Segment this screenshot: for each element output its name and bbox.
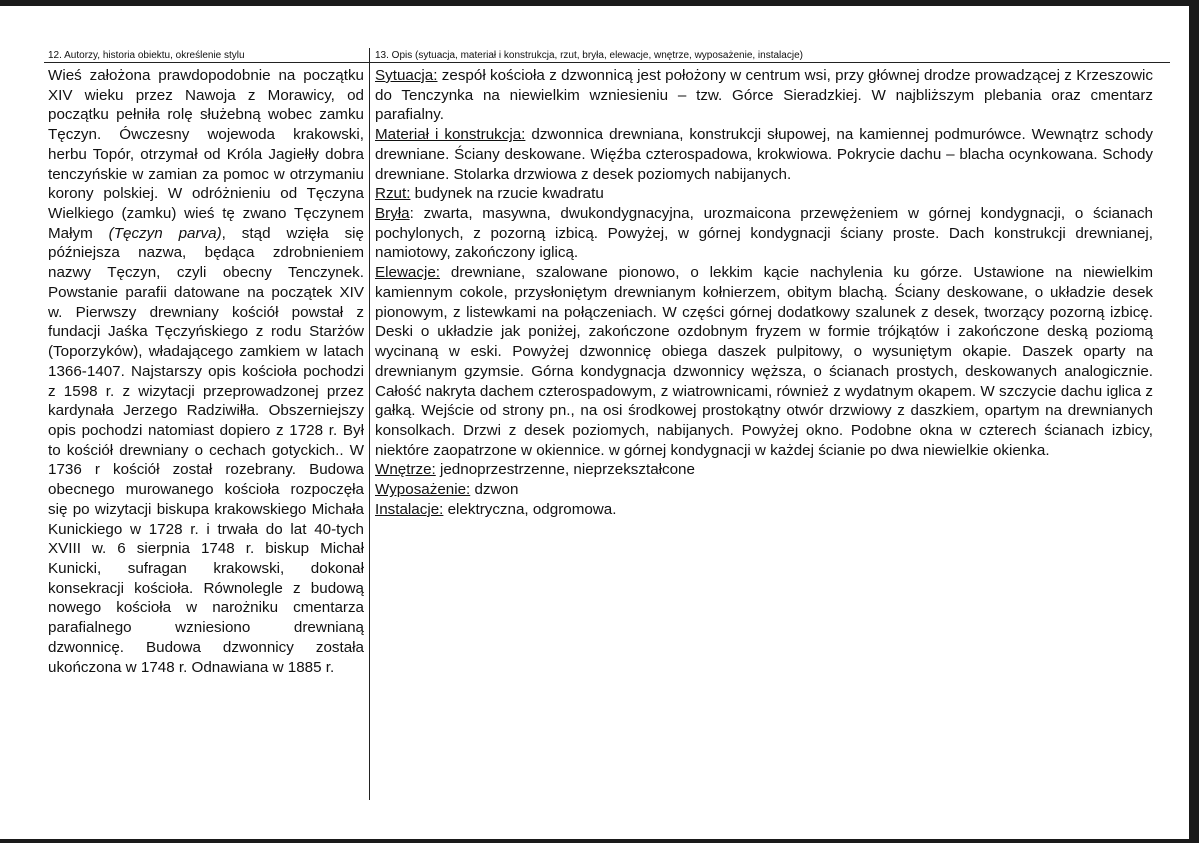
- column-divider: [369, 48, 370, 800]
- wnetrze-label: Wnętrze:: [375, 461, 436, 479]
- material-label: Materiał i konstrukcja:: [375, 126, 526, 144]
- section-material: [375, 125, 1153, 184]
- elewacje-label: Elewacje:: [375, 264, 440, 282]
- sytuacja-text: zespół kościoła z dzwonnicą jest położony w centrum wsi, przy głównej drodze prowadzącej z Krzeszowic do Tenczynka na niewielkim wzniesieniu – tzw. Górce Sieradzkiej. W najbliższym plebania oraz cmentarz parafialny.: [375, 67, 1153, 124]
- section-12-header: 12. Autorzy, historia obiektu, określenie stylu: [48, 50, 245, 61]
- section-wyposazenie: [375, 480, 1153, 500]
- instalacje-label: Instalacje:: [375, 500, 444, 518]
- section-instalacje: [375, 500, 1153, 520]
- section-sytuacja: [375, 66, 1153, 125]
- section-elewacje: [375, 263, 1153, 460]
- description-column: [375, 66, 1153, 520]
- rzut-text: budynek na rzucie kwadratu: [410, 185, 604, 203]
- history-column: [48, 66, 364, 677]
- section-13-header: 13. Opis (sytuacja, materiał i konstrukcja, rzut, bryła, elewacje, wnętrze, wyposażenie, instalacje): [375, 50, 803, 61]
- history-text: [48, 66, 364, 677]
- bryla-label: Bryła: [375, 205, 410, 223]
- scan-frame-top: [0, 0, 1199, 6]
- wnetrze-text: jednoprzestrzenne, nieprzekształcone: [435, 461, 695, 479]
- wyposazenie-label: Wyposażenie:: [375, 481, 471, 499]
- wyposazenie-text: dzwon: [470, 481, 519, 499]
- instalacje-text: elektryczna, odgromowa.: [443, 500, 617, 518]
- scan-frame-bottom: [0, 839, 1199, 843]
- history-text-part2: , stąd wzięła się późniejsza nazwa, będąca zdrobnieniem nazwy Tęczyn, czyli obecny Tenczynek. Powstanie parafii datowane na początek XIV w. Pierwszy drewniany kościół powstał z fundacji Jaśka Tęczyńskiego z rodu Starżów (Toporzyków), władającego zamkiem w latach 1366-1407. Najstarszy opis kościoła pochodzi z 1598 r. z wizytacji przeprowadzonej przez kardynała Jerzego Radziwiłła. Obszerniejszy opis pochodzi natomiast dopiero z 1728 r. Był to kościół drewniany o cechach gotyckich.. W 1736 r kościół został rozebrany. Budowa obecnego murowanego kościoła rozpoczęła się po wizytacji biskupa krakowskiego Michała Kunickiego w 1728 r. i trwała do lat 40-tych XVIII w. 6 sierpnia 1748 r. biskup Michał Kunicki, sufragan krakowski, dokonał konsekracji kościoła. Równolegle z budową nowego kościoła w narożniku cmentarza parafialnego wzniesiono drewnianą dzwonnicę. Budowa dzwonnicy została ukończona w 1748 r. Odnawiana w 1885 r.: [48, 224, 365, 676]
- section-wnetrze: [375, 460, 1153, 480]
- elewacje-text: drewniane, szalowane pionowo, o lekkim kącie nachylenia ku górze. Ustawione na niewielkim kamiennym cokole, przysłoniętym drewnianym kołnierzem, obitym blachą. Ściany deskowane, o układzie desek pionowym, z listewkami na połączeniach. W części górnej dodatkowy szalunek z desek, tworzący pozorną izbicę. Deski o układzie jak poniżej, zakończone ozdobnym fryzem w formie trójkątów i zakończone deską poziomą wycinaną w eski. Powyżej dzwonnicę obiega daszek pulpitowy, o wysuniętym okapie. Daszek oparty na drewnianym gzymsie. Górna kondygnacja dzwonnicy węższa, o ścianach prostych, deskowanych analogicznie. Całość nakryta dachem czterospadowym, z wiatrownicami, również z wydatnym okapem. W szczycie dachu iglica z gałką. Wejście od strony pn., na osi środkowej prostokątny otwór drzwiowy z daszkiem, opartym na drewnianych konsolkach. Drzwi z desek poziomych, nabijanych. Powyżej okno. Podobne okna w czterech ścianach izbicy, niektóre zaopatrzone w okiennice. w górnej kondygnacji w każdej ścianie po dwa niewielkie okienka.: [375, 264, 1153, 459]
- sytuacja-label: Sytuacja:: [375, 67, 438, 84]
- header-rule: [44, 62, 1170, 63]
- scan-frame-right: [1189, 0, 1199, 843]
- bryla-text: : zwarta, masywna, dwukondygnacyjna, urozmaicona przewężeniem w górnej kondygnacji, o ścianach pochylonych, z pozorną izbicą. Powyżej, w górnej kondygnacji ściany proste. Dach konstrukcji drewnianej, namiotowy, zakończony iglicą.: [375, 205, 1153, 262]
- material-text: dzwonnica drewniana, konstrukcji słupowej, na kamiennej podmurówce. Wewnątrz schody drewniane. Ściany deskowane. Więźba czterospadowa, krokwiowa. Pokrycie dachu – blacha ocynkowana. Schody drewniane. Stolarka drzwiowa z desek poziomych nabijanych.: [375, 126, 1153, 183]
- rzut-label: Rzut:: [375, 185, 411, 203]
- history-text-italic: (Tęczyn parva): [108, 224, 222, 242]
- section-rzut: [375, 184, 1153, 204]
- section-bryla: [375, 204, 1153, 263]
- history-text-part1: Wieś założona prawdopodobnie na początku XIV wieku przez Nawoja z Morawicy, od początku pełniła rolę służebną wobec zamku Tęczyn. Ówczesny wojewoda krakowski, herbu Topór, otrzymał od Króla Jagiełły dobra tenczyńskie w zamian za pomoc w otrzymaniu korony polskiej. W odróżnieniu od Tęczyna Wielkiego (zamku) wieś tę zwano Tęczynem Małym: [48, 67, 364, 242]
